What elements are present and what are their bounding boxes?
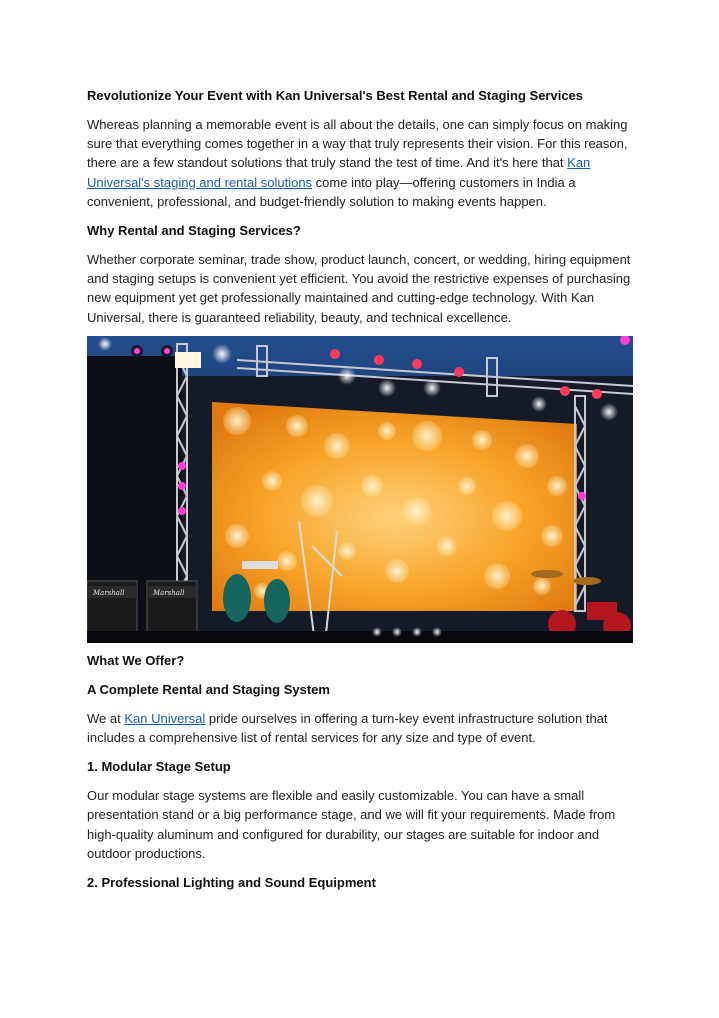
why-paragraph: Whether corporate seminar, trade show, product launch, concert, or wedding, hiring equipment and staging setups is convenient yet efficient. You avoid the restrictive expenses of purchasing new equipment yet get professionally maintained and cutting-edge technology. With Kan Universal, there is guaranteed reliability, beauty, and technical excellence. (87, 252, 631, 325)
article (87, 86, 635, 893)
offer-heading: What We Offer? (87, 652, 185, 668)
why-heading: Why Rental and Staging Services? (87, 223, 301, 239)
item1-heading: 1. Modular Stage Setup (87, 759, 231, 775)
intro-paragraph (87, 115, 635, 211)
system-paragraph (87, 709, 635, 747)
stage-photo (87, 336, 633, 643)
stage-illustration (87, 336, 633, 643)
system-heading: A Complete Rental and Staging System (87, 681, 330, 697)
amp-brand-left: Marshall (93, 588, 125, 597)
system-text-after: pride ourselves in offering a turn-key event infrastructure solution that includes a comprehensive list of rental services for any size and type of event. (87, 710, 608, 746)
amp-brand-right: Marshall (153, 588, 185, 597)
item2-heading: 2. Professional Lighting and Sound Equipment (87, 875, 376, 891)
led-screen (212, 402, 577, 611)
kan-universal-link[interactable]: Kan Universal (124, 710, 206, 726)
article-title: Revolutionize Your Event with Kan Universal's Best Rental and Staging Services (87, 88, 584, 103)
staging-solutions-link[interactable]: Kan Universal's staging and rental solutions (87, 155, 591, 190)
intro-text-before: Whereas planning a memorable event is all about the details, one can simply focus on making sure that everything comes together in a way that truly represents their vision. For this reason, there are a few standout solutions that truly stand the test of time. And it's here that (87, 117, 628, 171)
intro-text-after: come into play—offering customers in India a convenient, professional, and budget-friendly solution to making events happen. (87, 174, 576, 209)
system-text-before: We at (87, 710, 125, 726)
item1-paragraph: Our modular stage systems are flexible and easily customizable. You can have a small presentation stand or a big performance stage, and we will fit your requirements. Made from high-quality aluminum and configured for durability, our stages are suitable for indoor and outdoor productions. (87, 788, 616, 861)
